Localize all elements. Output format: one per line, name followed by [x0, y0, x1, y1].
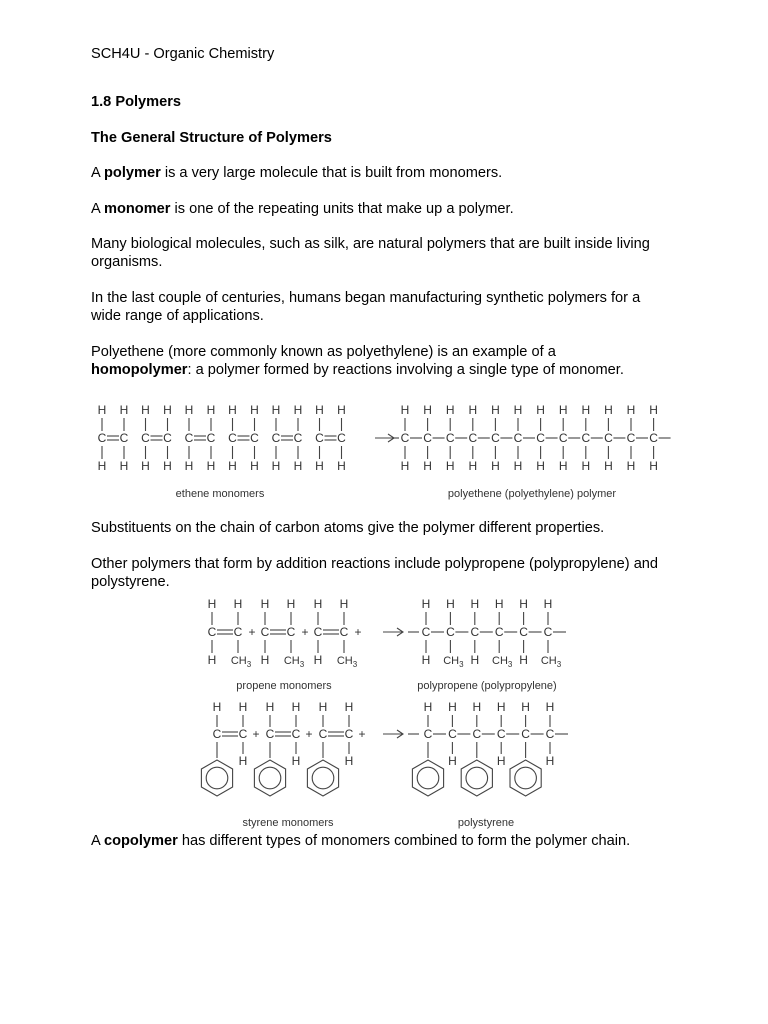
carbon-atom: C — [472, 727, 482, 741]
hydrogen-atom: H — [496, 754, 506, 768]
hydrogen-atom: H — [513, 403, 523, 417]
hydrogen-atom: H — [286, 597, 296, 611]
text: : a polymer formed by reactions involving a single type of monomer. — [187, 362, 624, 378]
benzene-ring-circle — [515, 767, 537, 789]
carbon-atom: C — [581, 431, 591, 445]
hydrogen-atom: H — [206, 403, 216, 417]
carbon-atom: C — [228, 431, 237, 445]
term-monomer: monomer — [103, 201, 171, 217]
methyl-group-label: $CH_3$ — [492, 655, 513, 669]
hydrogen-atom: H — [626, 403, 636, 417]
paragraph-monomer — [91, 200, 691, 218]
carbon-atom: C — [286, 625, 296, 639]
benzene-ring-circle — [417, 767, 439, 789]
hydrogen-atom: H — [421, 597, 431, 611]
plus-sign: + — [252, 727, 260, 741]
hydrogen-atom: H — [291, 754, 301, 768]
hydrogen-atom: H — [339, 597, 349, 611]
hydrogen-atom: H — [141, 459, 150, 473]
hydrogen-atom: H — [421, 653, 431, 667]
carbon-atom: C — [318, 727, 328, 741]
term-copolymer: copolymer — [103, 833, 178, 849]
text: A — [91, 833, 104, 849]
text: has different types of monomers combined to form the polymer chain. — [177, 833, 631, 849]
carbon-atom: C — [119, 431, 129, 445]
methyl-group-label: $CH_3$ — [443, 655, 464, 669]
hydrogen-atom: H — [604, 459, 613, 473]
carbon-atom: C — [293, 431, 303, 445]
paragraph-synthetic — [91, 289, 691, 325]
styrene-polymer-figure — [195, 697, 585, 832]
text: A — [91, 201, 104, 217]
hydrogen-atom: H — [260, 597, 270, 611]
hydrogen-atom: H — [491, 403, 500, 417]
hydrogen-atom: H — [228, 403, 237, 417]
hydrogen-atom: H — [558, 459, 568, 473]
plus-sign: + — [354, 625, 362, 639]
hydrogen-atom: H — [543, 597, 553, 611]
hydrogen-atom: H — [238, 754, 248, 768]
hydrogen-atom: H — [207, 597, 217, 611]
carbon-atom: C — [604, 431, 613, 445]
carbon-atom: C — [184, 431, 194, 445]
carbon-atom: C — [206, 431, 216, 445]
hydrogen-atom: H — [545, 754, 555, 768]
carbon-atom: C — [513, 431, 523, 445]
paragraph-other-polymers — [91, 555, 691, 591]
hydrogen-atom: H — [470, 653, 480, 667]
hydrogen-atom: H — [97, 403, 107, 417]
hydrogen-atom: H — [228, 459, 237, 473]
hydrogen-atom: H — [206, 459, 216, 473]
methyl-group-label: $CH_3$ — [540, 655, 562, 669]
ethene-polymer-figure — [90, 398, 680, 506]
carbon-atom: C — [421, 625, 431, 639]
hydrogen-atom: H — [496, 700, 506, 714]
carbon-atom: C — [339, 625, 349, 639]
hydrogen-atom: H — [400, 459, 410, 473]
carbon-atom: C — [344, 727, 354, 741]
hydrogen-atom: H — [446, 597, 455, 611]
methyl-group-label: $CH_3$ — [283, 655, 305, 669]
hydrogen-atom: H — [581, 403, 591, 417]
hydrogen-atom: H — [313, 653, 323, 667]
text: A — [91, 165, 104, 181]
carbon-atom: C — [543, 625, 553, 639]
hydrogen-atom: H — [649, 459, 658, 473]
carbon-atom: C — [265, 727, 275, 741]
hydrogen-atom: H — [238, 700, 248, 714]
hydrogen-atom: H — [141, 403, 150, 417]
hydrogen-atom: H — [184, 459, 194, 473]
carbon-atom: C — [470, 625, 480, 639]
hydrogen-atom: H — [491, 459, 500, 473]
hydrogen-atom: H — [581, 459, 591, 473]
plus-sign: + — [358, 727, 366, 741]
carbon-atom: C — [141, 431, 150, 445]
hydrogen-atom: H — [423, 403, 432, 417]
methyl-group-label: $CH_3$ — [336, 655, 358, 669]
hydrogen-atom: H — [649, 403, 658, 417]
carbon-atom: C — [271, 431, 281, 445]
carbon-atom: C — [491, 431, 500, 445]
hydrogen-atom: H — [521, 700, 530, 714]
hydrogen-atom: H — [119, 403, 129, 417]
carbon-atom: C — [448, 727, 457, 741]
hydrogen-atom: H — [423, 700, 433, 714]
carbon-atom: C — [291, 727, 301, 741]
carbon-atom: C — [97, 431, 107, 445]
hydrogen-atom: H — [315, 403, 324, 417]
carbon-atom: C — [496, 727, 506, 741]
carbon-atom: C — [423, 431, 432, 445]
carbon-atom: C — [212, 727, 222, 741]
plus-sign: + — [301, 625, 309, 639]
hydrogen-atom: H — [315, 459, 324, 473]
hydrogen-atom: H — [233, 597, 243, 611]
course-header: SCH4U - Organic Chemistry — [91, 46, 275, 62]
hydrogen-atom: H — [536, 459, 545, 473]
carbon-atom: C — [446, 625, 455, 639]
hydrogen-atom: H — [265, 700, 275, 714]
hydrogen-atom: H — [423, 459, 432, 473]
benzene-ring-circle — [466, 767, 488, 789]
hydrogen-atom: H — [250, 403, 259, 417]
carbon-atom: C — [558, 431, 568, 445]
hydrogen-atom: H — [184, 403, 194, 417]
text: wide range of applications. — [91, 308, 264, 324]
carbon-atom: C — [626, 431, 636, 445]
hydrogen-atom: H — [271, 403, 281, 417]
carbon-atom: C — [649, 431, 658, 445]
hydrogen-atom: H — [470, 597, 480, 611]
hydrogen-atom: H — [344, 754, 354, 768]
hydrogen-atom: H — [291, 700, 301, 714]
carbon-atom: C — [521, 727, 530, 741]
hydrogen-atom: H — [163, 403, 172, 417]
hydrogen-atom: H — [337, 459, 346, 473]
carbon-atom: C — [260, 625, 270, 639]
carbon-atom: C — [519, 625, 528, 639]
term-polymer: polymer — [103, 165, 161, 181]
paragraph-polymer — [91, 164, 691, 182]
hydrogen-atom: H — [318, 700, 328, 714]
hydrogen-atom: H — [313, 597, 323, 611]
methyl-group-label: $CH_3$ — [230, 655, 252, 669]
hydrogen-atom: H — [604, 403, 613, 417]
plus-sign: + — [248, 625, 256, 639]
hydrogen-atom: H — [448, 700, 457, 714]
carbon-atom: C — [445, 431, 455, 445]
paragraph-copolymer — [91, 832, 691, 850]
text: Other polymers that form by addition reactions include polypropene (polypropylene) and — [91, 556, 659, 572]
text: Many biological molecules, such as silk, are natural polymers that are built inside living — [91, 236, 650, 252]
carbon-atom: C — [337, 431, 346, 445]
hydrogen-atom: H — [519, 597, 528, 611]
polypropene-caption: polypropene (polypropylene) — [417, 680, 557, 692]
carbon-atom: C — [207, 625, 217, 639]
hydrogen-atom: H — [293, 403, 303, 417]
polyethene-caption: polyethene (polyethylene) polymer — [447, 488, 617, 500]
ethene-caption: ethene monomers — [175, 488, 265, 500]
hydrogen-atom: H — [260, 653, 270, 667]
hydrogen-atom: H — [513, 459, 523, 473]
hydrogen-atom: H — [97, 459, 107, 473]
section-subtitle: The General Structure of Polymers — [91, 130, 332, 146]
hydrogen-atom: H — [448, 754, 457, 768]
carbon-atom: C — [400, 431, 410, 445]
paragraph-biological — [91, 235, 691, 271]
carbon-atom: C — [238, 727, 248, 741]
hydrogen-atom: H — [545, 700, 555, 714]
text: organisms. — [91, 254, 163, 270]
hydrogen-atom: H — [163, 459, 172, 473]
text: polystyrene. — [91, 574, 170, 590]
carbon-atom: C — [315, 431, 324, 445]
carbon-atom: C — [494, 625, 504, 639]
hydrogen-atom: H — [558, 403, 568, 417]
paragraph-homopolymer — [91, 343, 691, 379]
propene-caption: propene monomers — [236, 680, 332, 692]
hydrogen-atom: H — [445, 459, 455, 473]
hydrogen-atom: H — [468, 459, 478, 473]
hydrogen-atom: H — [445, 403, 455, 417]
hydrogen-atom: H — [468, 403, 478, 417]
text: is a very large molecule that is built from monomers. — [160, 165, 503, 181]
carbon-atom: C — [163, 431, 172, 445]
carbon-atom: C — [423, 727, 433, 741]
hydrogen-atom: H — [250, 459, 259, 473]
hydrogen-atom: H — [472, 700, 482, 714]
section-title: 1.8 Polymers — [91, 94, 182, 110]
term-homopolymer: homopolymer — [91, 362, 188, 378]
hydrogen-atom: H — [494, 597, 504, 611]
hydrogen-atom: H — [536, 403, 545, 417]
benzene-ring-circle — [312, 767, 334, 789]
hydrogen-atom: H — [271, 459, 281, 473]
benzene-ring-circle — [206, 767, 228, 789]
polystyrene-caption: polystyrene — [457, 817, 515, 829]
paragraph-substituents: Substituents on the chain of carbon atoms give the polymer different properties. — [91, 520, 605, 536]
carbon-atom: C — [536, 431, 545, 445]
carbon-atom: C — [468, 431, 478, 445]
hydrogen-atom: H — [119, 459, 129, 473]
carbon-atom: C — [545, 727, 555, 741]
hydrogen-atom: H — [337, 403, 346, 417]
carbon-atom: C — [313, 625, 323, 639]
hydrogen-atom: H — [212, 700, 222, 714]
hydrogen-atom: H — [400, 403, 410, 417]
hydrogen-atom: H — [293, 459, 303, 473]
carbon-atom: C — [250, 431, 259, 445]
hydrogen-atom: H — [519, 653, 528, 667]
hydrogen-atom: H — [344, 700, 354, 714]
text: Polyethene (more commonly known as polyethylene) is an example of a — [91, 344, 556, 360]
hydrogen-atom: H — [207, 653, 217, 667]
benzene-ring-circle — [259, 767, 281, 789]
hydrogen-atom: H — [626, 459, 636, 473]
carbon-atom: C — [233, 625, 243, 639]
propene-polymer-figure — [195, 592, 585, 697]
text: In the last couple of centuries, humans began manufacturing synthetic polymers for a — [91, 290, 641, 306]
styrene-caption: styrene monomers — [242, 817, 334, 829]
text: is one of the repeating units that make up a polymer. — [170, 201, 514, 217]
plus-sign: + — [305, 727, 313, 741]
